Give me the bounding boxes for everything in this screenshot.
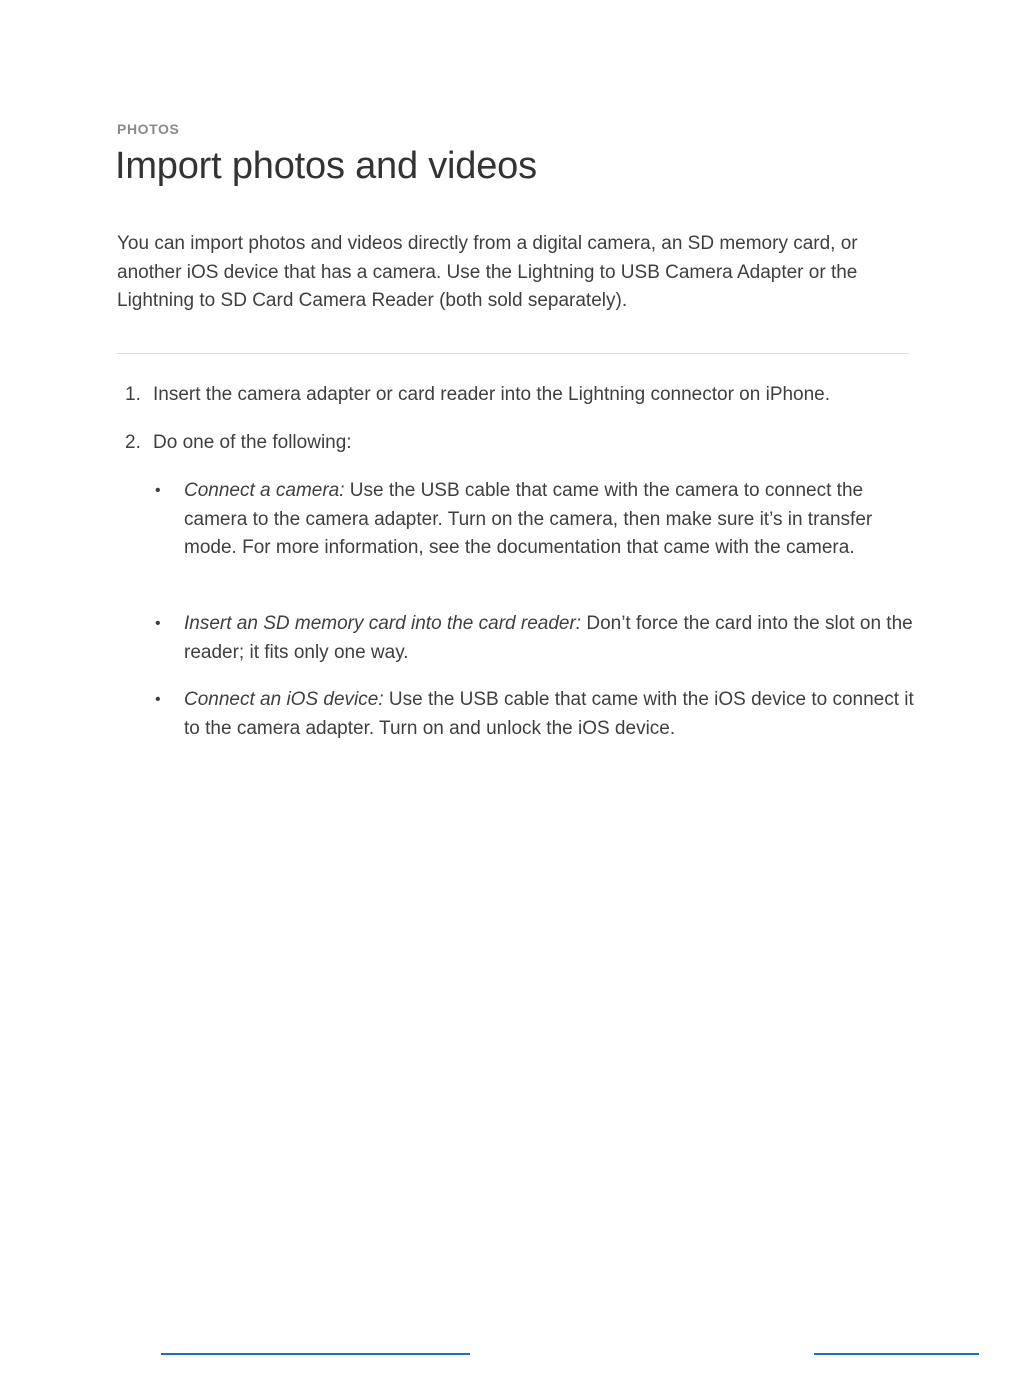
section-category: PHOTOS (117, 121, 180, 137)
option-item (155, 477, 915, 563)
bullet-icon: • (155, 615, 161, 632)
option-item (155, 610, 915, 667)
footer-link-right[interactable] (814, 1353, 979, 1355)
option-text: Use the USB cable that came with the camera to connect the camera to the camera adapter. Turn on the camera, then make sure it’s in transfer mode. For more information, see the documentation that came with the camera. (184, 480, 873, 558)
step-number: 2. (125, 432, 141, 453)
step-text: Do one of the following: (153, 432, 352, 453)
section-divider (117, 353, 909, 354)
page-title: Import photos and videos (115, 145, 537, 187)
bullet-icon: • (155, 691, 161, 708)
option-body (184, 610, 915, 667)
footer-link-left[interactable] (161, 1353, 470, 1355)
option-item (155, 686, 915, 743)
step-item (125, 381, 830, 410)
option-text: Use the USB cable that came with the iOS device to connect it to the camera adapter. Turn on and unlock the iOS device. (184, 689, 914, 739)
step-text: Insert the camera adapter or card reader into the Lightning connector on iPhone. (153, 384, 831, 405)
step-number: 1. (125, 384, 141, 405)
option-label: Insert an SD memory card into the card reader: (184, 613, 582, 634)
bullet-icon: • (155, 482, 161, 499)
option-text: Don’t force the card into the slot on the reader; it fits only one way. (184, 613, 913, 663)
step-item (125, 429, 352, 458)
option-body (184, 477, 915, 563)
option-label: Connect an iOS device: (184, 689, 384, 710)
option-label: Connect a camera: (184, 480, 345, 501)
option-body (184, 686, 915, 743)
intro-paragraph: You can import photos and videos directly from a digital camera, an SD memory card, or another iOS device that has a camera. Use the Lightning to USB Camera Adapter or the Lightning to SD Card Camera Reader (both sold separately). (117, 233, 858, 311)
